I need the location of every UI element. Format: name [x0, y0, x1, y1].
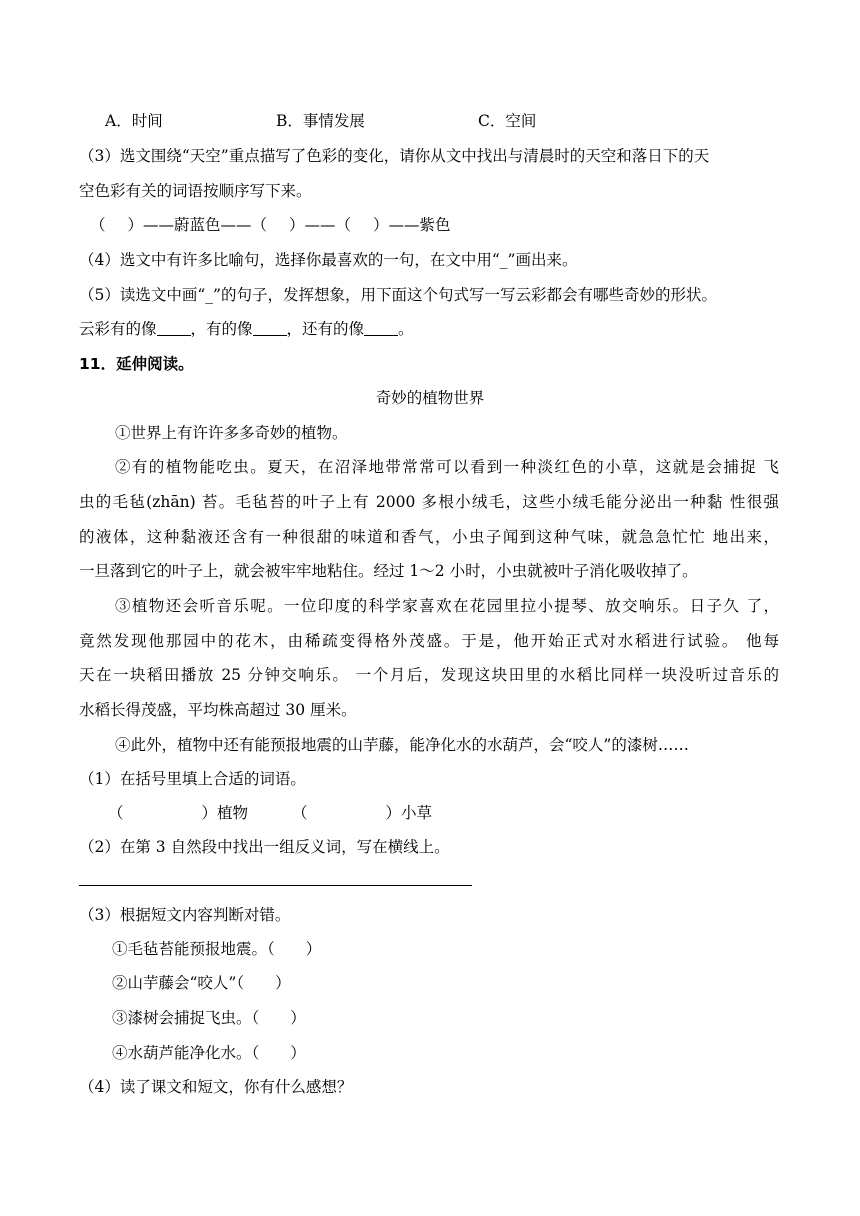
passage-p3-line: 天在一块稻田播放 25 分钟交响乐。 一个月后，发现这块田里的水稻比同样一块没听过音乐的 [79, 666, 779, 684]
passage-p2-line: 虫的毛毡(zhān) 苔。毛毡苔的叶子上有 2000 多根小绒毛，这些小绒毛能分泌出一种黏 性很强 [79, 493, 779, 511]
passage-p4: ④此外，植物中还有能预报地震的山芋藤，能净化水的水葫芦，会“咬人”的漆树…… [115, 736, 689, 754]
fill-part: （ [108, 804, 124, 822]
answer-blank[interactable] [157, 321, 191, 336]
passage-p3-line: 水稻长得茂盛，平均株高超过 30 厘米。 [79, 701, 357, 719]
passage-p2-line: ②有的植物能吃虫。夏天，在沼泽地带常常可以看到一种淡红色的小草，这就是会捕捉 飞 [115, 458, 779, 476]
judge-item: ②山芋藤会“咬人”（ ） [112, 974, 291, 992]
option-c: C．空间 [478, 112, 537, 130]
answer-blank[interactable] [253, 321, 287, 336]
fill-part: （ [90, 216, 106, 234]
q11-sub3: （3）根据短文内容判断对错。 [79, 906, 291, 924]
fill-part: ）小草 [385, 804, 433, 822]
q11-heading: 11．延伸阅读。 [79, 355, 194, 373]
judge-item: ④水葫芦能净化水。（ ） [112, 1044, 306, 1062]
fill-part: ）——（ [289, 216, 352, 234]
q10-sub5-line1: （5）读选文中画“_”的句子，发挥想象，用下面这个句式写一写云彩都会有哪些奇妙的形状。 [79, 286, 717, 304]
fill-part: ）植物 [201, 804, 249, 822]
q10-sub3-line2: 空色彩有关的词语按顺序写下来。 [79, 182, 312, 200]
passage-title: 奇妙的植物世界 [375, 389, 485, 407]
passage-p3-line: 竟然发现他那园中的花木，由稀疏变得格外茂盛。于是，他开始正式对水稻进行试验。 他每 [79, 632, 779, 650]
passage-p2-line: 一旦落到它的叶子上，就会被牢牢地粘住。经过 1～2 小时，小虫就被叶子消化吸收掉了。 [79, 562, 698, 580]
fill-part: ）——蔚蓝色——（ [127, 216, 268, 234]
judge-item: ③漆树会捕捉飞虫。（ ） [112, 1009, 306, 1027]
passage-p1: ①世界上有许许多多奇妙的植物。 [115, 424, 348, 442]
q10-sub4: （4）选文中有许多比喻句，选择你最喜欢的一句，在文中用“_”画出来。 [79, 251, 578, 269]
answer-blank[interactable] [364, 321, 398, 336]
sentence-part: ，有的像 [190, 320, 253, 338]
q11-sub1: （1）在括号里填上合适的词语。 [79, 770, 306, 788]
sentence-part: 云彩有的像 [79, 320, 157, 338]
passage-p3-line: ③植物还会听音乐呢。一位印度的科学家喜欢在花园里拉小提琴、放交响乐。日子久 了， [115, 597, 779, 615]
fill-part: （ [292, 804, 308, 822]
q10-sub5-line2 [79, 318, 414, 340]
passage-p2-line: 的液体，这种黏液还含有一种很甜的味道和香气，小虫子闻到这种气味，就急急忙忙 地出来， [79, 528, 779, 546]
q10-sub3-fill [90, 214, 451, 236]
sentence-part: ，还有的像 [286, 320, 365, 338]
sentence-part: 。 [398, 320, 414, 338]
q10-sub3-line1: （3）选文围绕“天空”重点描写了色彩的变化，请你从文中找出与清晨时的天空和落日下的天 [79, 147, 710, 165]
answer-line[interactable] [79, 885, 472, 886]
q11-sub4: （4）读了课文和短文，你有什么感想？ [79, 1078, 353, 1096]
fill-part: ）——紫色 [373, 216, 451, 234]
option-b: B．事情发展 [276, 112, 365, 130]
option-a: A．时间 [105, 112, 163, 130]
q11-sub2: （2）在第 3 自然段中找出一组反义词，写在横线上。 [79, 838, 450, 856]
judge-item: ①毛毡苔能预报地震。（ ） [112, 940, 322, 958]
q11-sub1-fill [108, 802, 432, 824]
